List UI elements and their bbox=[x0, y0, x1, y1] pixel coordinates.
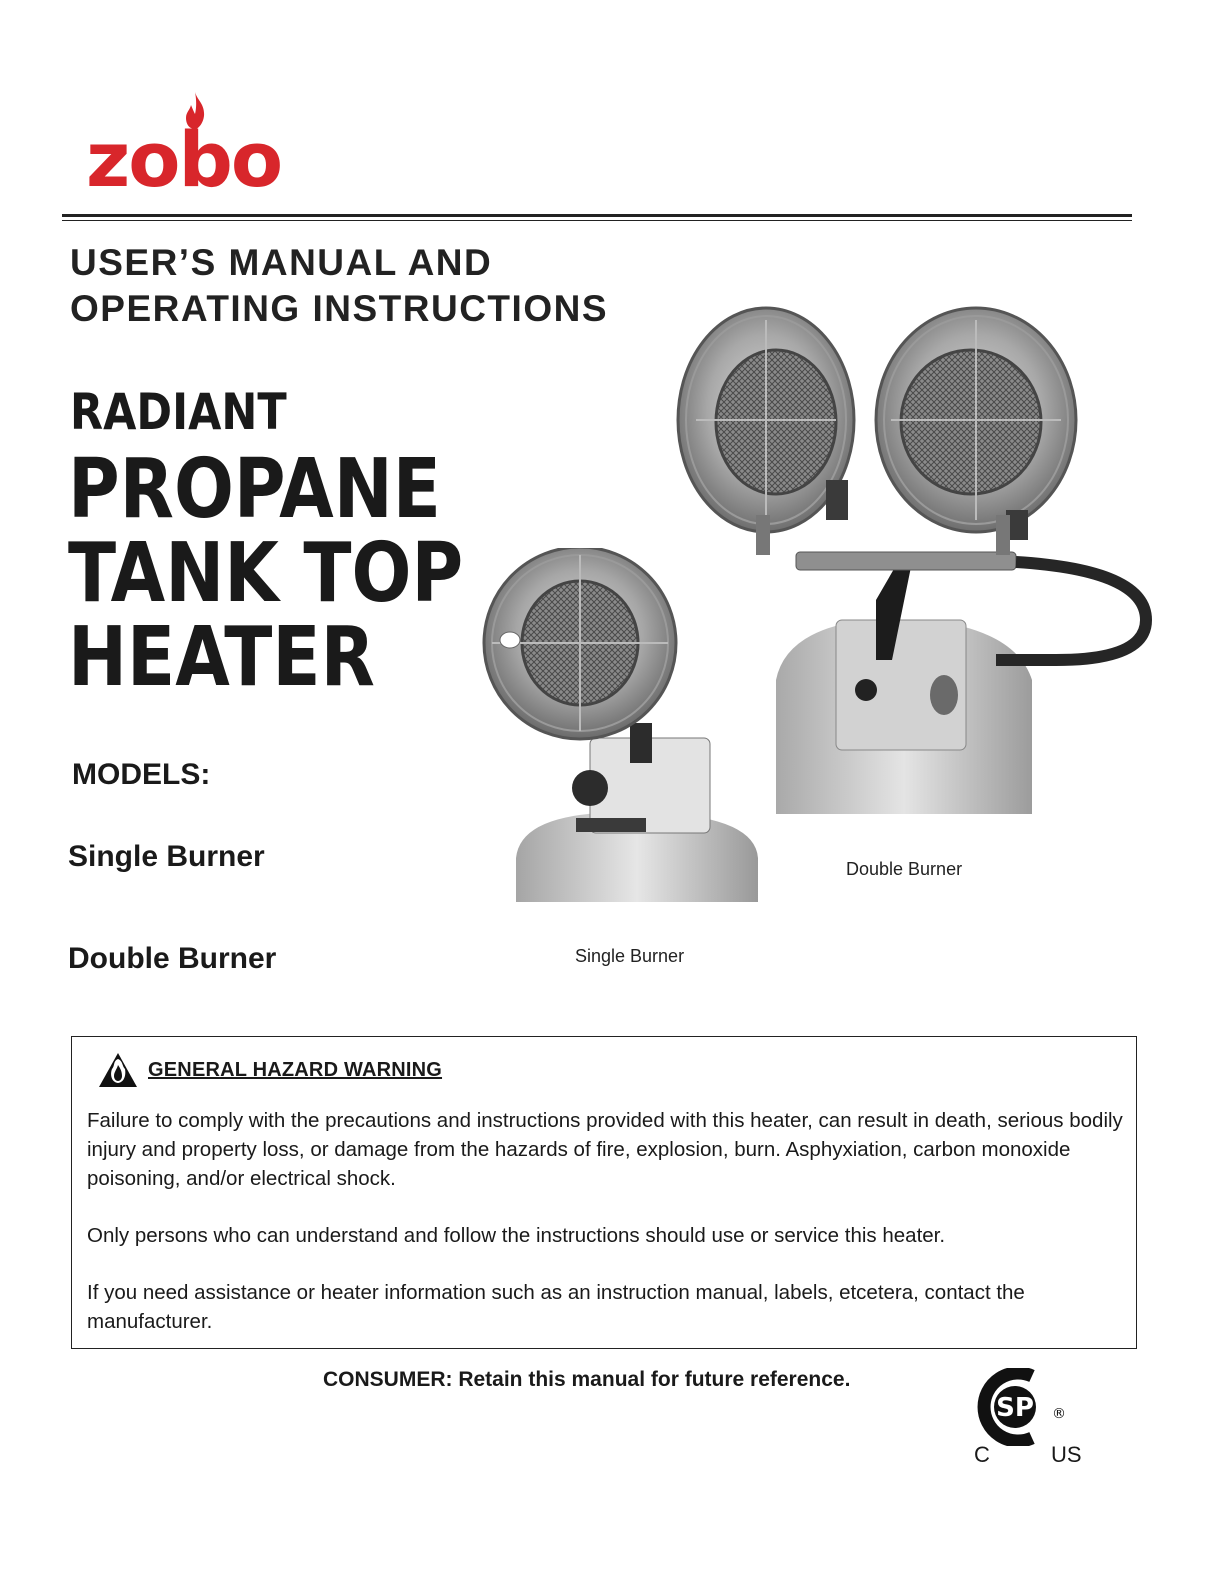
csa-us-label: US bbox=[1051, 1442, 1082, 1467]
warning-paragraph-3: If you need assistance or heater information such as an instruction manual, labels, etcetera, contact the manufacturer. bbox=[87, 1281, 1025, 1333]
warning-heading bbox=[98, 1046, 442, 1094]
models-label: MODELS: bbox=[72, 758, 211, 791]
zobo-logo bbox=[86, 92, 306, 202]
logo-wordmark: zobo bbox=[86, 115, 282, 204]
product-line-3: TANK TOP bbox=[68, 526, 464, 621]
caption-double-burner: Double Burner bbox=[846, 859, 963, 879]
product-line-4: HEATER bbox=[68, 610, 375, 705]
csa-c-label: C bbox=[974, 1442, 990, 1467]
registered-mark: ® bbox=[1052, 1406, 1066, 1422]
warning-paragraph-2: Only persons who can understand and follow the instructions should use or service this heater. bbox=[87, 1224, 946, 1247]
warning-triangle-icon bbox=[98, 1052, 138, 1088]
title-line-1: USER’S MANUAL AND bbox=[70, 242, 493, 283]
product-line-1: RADIANT bbox=[70, 383, 287, 441]
document-title bbox=[70, 240, 608, 332]
header-rule-thin bbox=[62, 220, 1132, 221]
caption-single-burner: Single Burner bbox=[575, 946, 685, 966]
warning-paragraph-1: Failure to comply with the precautions and instructions provided with this heater, can result in death, serious bodily injury and property loss, or damage from the hazards of fire, explosion, burn. Asphyxiation, carbon monoxide poisoning, and/or electrical shock. bbox=[87, 1109, 1123, 1190]
csa-letters: SP bbox=[996, 1393, 1034, 1423]
model-single-burner: Single Burner bbox=[68, 840, 265, 873]
header-rule bbox=[62, 214, 1132, 217]
model-double-burner: Double Burner bbox=[68, 942, 277, 975]
csa-certification-mark bbox=[970, 1368, 1080, 1446]
product-line-2: PROPANE bbox=[68, 442, 441, 537]
single-burner-photo bbox=[480, 548, 762, 904]
product-name bbox=[68, 442, 464, 705]
warning-heading-text: GENERAL HAZARD WARNING bbox=[148, 1058, 443, 1081]
title-line-2: OPERATING INSTRUCTIONS bbox=[70, 288, 608, 329]
consumer-note: CONSUMER: Retain this manual for future reference. bbox=[323, 1368, 851, 1391]
